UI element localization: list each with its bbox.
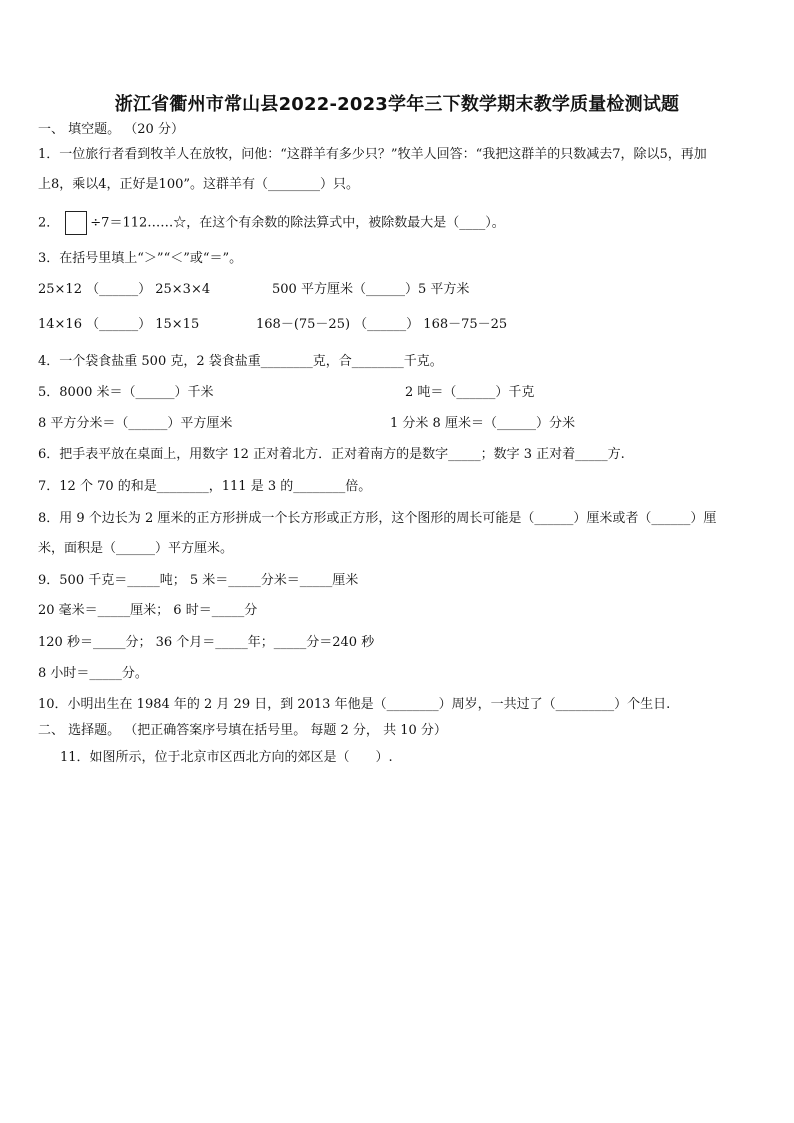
question-3-d: 168－(75－25) （______） 168－75－25 <box>256 317 508 332</box>
question-8-line-1: 8．用 9 个边长为 2 厘米的正方形拼成一个长方形或正方形，这个图形的周长可能是（______）厘米或者（______）厘 <box>38 511 717 526</box>
question-4: 4．一个袋食盐重 500 克，2 袋食盐重________克，合________千克。 <box>38 354 443 369</box>
question-5-b: 2 吨＝（______）千克 <box>405 385 535 400</box>
question-3-a: 25×12 （______） 25×3×4 <box>38 282 211 297</box>
question-9-line-4: 8 小时＝_____分。 <box>38 666 148 681</box>
question-3-b: 500 平方厘米（______）5 平方米 <box>272 282 470 297</box>
question-1-line-1: 1．一位旅行者看到牧羊人在放牧，问他：“这群羊有多少只？”牧羊人回答：“我把这群羊的只数减去7，除以5，再加 <box>38 147 707 162</box>
question-1-line-2: 上8，乘以4，正好是100”。这群羊有（________）只。 <box>38 177 360 192</box>
question-5-c: 8 平方分米＝（______）平方厘米 <box>38 416 233 431</box>
question-2-text: ÷7＝112……☆，在这个有余数的除法算式中，被除数最大是（____）。 <box>90 215 505 231</box>
question-2-number: 2． <box>38 215 60 231</box>
question-8-line-2: 米，面积是（______）平方厘米。 <box>38 541 234 556</box>
question-9-line-1: 9．500 千克＝_____吨； 5 米＝_____分米＝_____厘米 <box>38 573 359 588</box>
question-3: 3．在括号里填上“＞”“＜”或“＝”。 <box>38 251 243 266</box>
question-3-c: 14×16 （______） 15×15 <box>38 317 200 332</box>
question-2 <box>38 211 505 235</box>
question-5-a: 5．8000 米＝（______）千米 <box>38 385 214 400</box>
section-fill-blank-heading: 一、 填空题。 （20 分） <box>38 122 184 137</box>
question-5-d: 1 分米 8 厘米＝（______）分米 <box>390 416 575 431</box>
page-title: 浙江省衢州市常山县2022-2023学年三下数学期末教学质量检测试题 <box>114 94 680 115</box>
blank-box <box>65 211 87 235</box>
question-9-line-2: 20 毫米＝_____厘米； 6 时＝_____分 <box>38 603 258 618</box>
question-11: 11．如图所示，位于北京市区西北方向的郊区是（ ）. <box>60 750 393 765</box>
question-9-line-3: 120 秒＝_____分； 36 个月＝_____年；_____分＝240 秒 <box>38 635 375 650</box>
question-10: 10．小明出生在 1984 年的 2 月 29 日，到 2013 年他是（________）周岁，一共过了（_________）个生日. <box>38 697 671 712</box>
section-choice-heading: 二、 选择题。 （把正确答案序号填在括号里。 每题 2 分， 共 10 分） <box>38 723 447 738</box>
question-6: 6．把手表平放在桌面上，用数字 12 正对着北方．正对着南方的是数字_____；数字 3 正对着_____方. <box>38 447 625 462</box>
question-7: 7．12 个 70 的和是________，111 是 3 的________倍。 <box>38 479 372 494</box>
